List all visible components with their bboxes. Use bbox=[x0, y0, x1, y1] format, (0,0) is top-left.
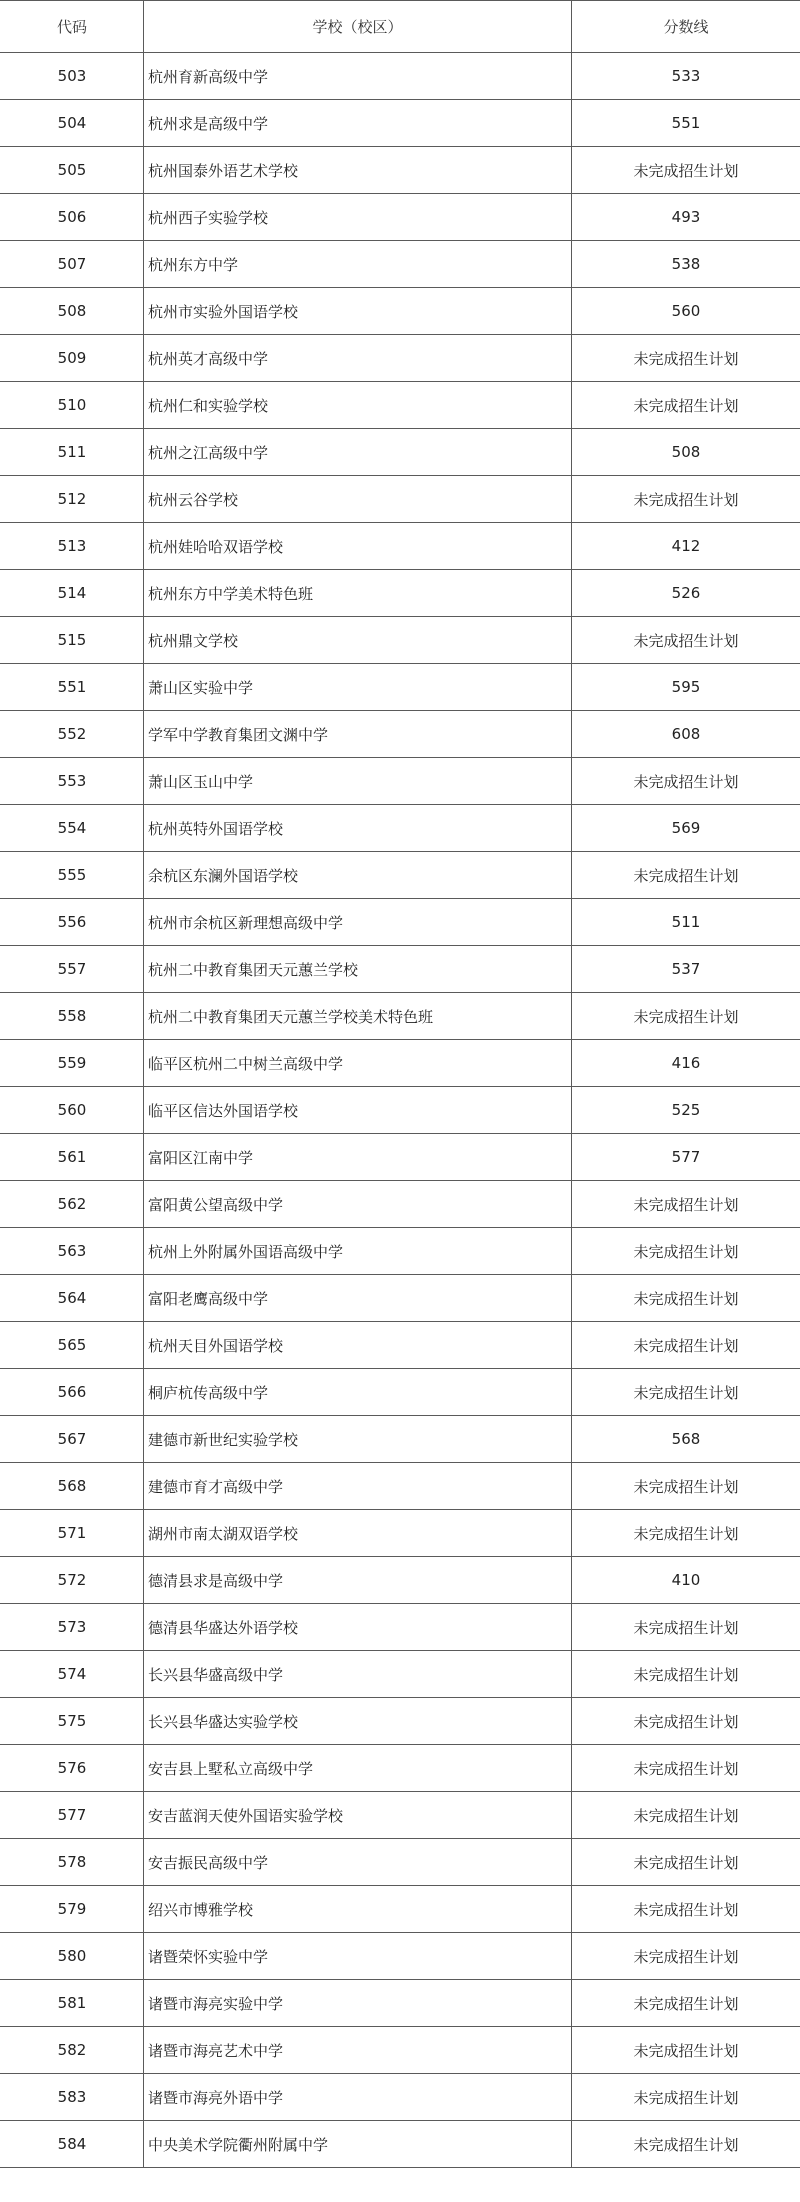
cell-code: 558 bbox=[1, 993, 144, 1040]
cell-code: 552 bbox=[1, 711, 144, 758]
cell-score: 未完成招生计划 bbox=[572, 1228, 800, 1275]
cell-score: 569 bbox=[572, 805, 800, 852]
cell-code: 559 bbox=[1, 1040, 144, 1087]
cell-school: 诸暨市海亮外语中学 bbox=[144, 2074, 572, 2121]
table-row bbox=[1, 852, 800, 899]
cell-code: 505 bbox=[1, 147, 144, 194]
table-row bbox=[1, 1557, 800, 1604]
cell-school: 湖州市南太湖双语学校 bbox=[144, 1510, 572, 1557]
table-row bbox=[1, 1463, 800, 1510]
cell-school: 杭州国泰外语艺术学校 bbox=[144, 147, 572, 194]
cell-score: 未完成招生计划 bbox=[572, 1463, 800, 1510]
table-row bbox=[1, 1369, 800, 1416]
cell-score: 未完成招生计划 bbox=[572, 1980, 800, 2027]
cell-school: 安吉蓝润天使外国语实验学校 bbox=[144, 1792, 572, 1839]
cell-code: 551 bbox=[1, 664, 144, 711]
cell-code: 581 bbox=[1, 1980, 144, 2027]
cell-code: 579 bbox=[1, 1886, 144, 1933]
cell-code: 562 bbox=[1, 1181, 144, 1228]
cell-score: 未完成招生计划 bbox=[572, 1886, 800, 1933]
cell-school: 桐庐杭传高级中学 bbox=[144, 1369, 572, 1416]
cell-code: 584 bbox=[1, 2121, 144, 2168]
table-row bbox=[1, 1604, 800, 1651]
cell-school: 安吉县上墅私立高级中学 bbox=[144, 1745, 572, 1792]
cell-code: 583 bbox=[1, 2074, 144, 2121]
table-row bbox=[1, 664, 800, 711]
cell-score: 508 bbox=[572, 429, 800, 476]
table-row bbox=[1, 1792, 800, 1839]
table-row bbox=[1, 1087, 800, 1134]
cell-code: 578 bbox=[1, 1839, 144, 1886]
cell-school: 杭州上外附属外国语高级中学 bbox=[144, 1228, 572, 1275]
table-row bbox=[1, 758, 800, 805]
table-row bbox=[1, 993, 800, 1040]
cell-school: 长兴县华盛高级中学 bbox=[144, 1651, 572, 1698]
table-row bbox=[1, 288, 800, 335]
cell-score: 未完成招生计划 bbox=[572, 147, 800, 194]
table-row bbox=[1, 1416, 800, 1463]
table-row bbox=[1, 1228, 800, 1275]
cell-code: 557 bbox=[1, 946, 144, 993]
cell-school: 富阳老鹰高级中学 bbox=[144, 1275, 572, 1322]
cell-code: 510 bbox=[1, 382, 144, 429]
cell-code: 576 bbox=[1, 1745, 144, 1792]
table-row bbox=[1, 2027, 800, 2074]
cell-school: 学军中学教育集团文渊中学 bbox=[144, 711, 572, 758]
cell-school: 杭州西子实验学校 bbox=[144, 194, 572, 241]
cell-score: 未完成招生计划 bbox=[572, 1604, 800, 1651]
table-row bbox=[1, 53, 800, 100]
cell-score: 533 bbox=[572, 53, 800, 100]
cell-school: 绍兴市博雅学校 bbox=[144, 1886, 572, 1933]
cell-score: 未完成招生计划 bbox=[572, 1322, 800, 1369]
table-row bbox=[1, 1698, 800, 1745]
cell-score: 568 bbox=[572, 1416, 800, 1463]
cell-code: 555 bbox=[1, 852, 144, 899]
table-row bbox=[1, 711, 800, 758]
table-row bbox=[1, 382, 800, 429]
cell-score: 未完成招生计划 bbox=[572, 2121, 800, 2168]
table-row bbox=[1, 241, 800, 288]
cell-school: 杭州英特外国语学校 bbox=[144, 805, 572, 852]
cell-score: 537 bbox=[572, 946, 800, 993]
cell-score: 未完成招生计划 bbox=[572, 993, 800, 1040]
table-row bbox=[1, 335, 800, 382]
cell-score: 595 bbox=[572, 664, 800, 711]
cell-score: 未完成招生计划 bbox=[572, 1933, 800, 1980]
table-header-row bbox=[1, 1, 800, 53]
cell-school: 中央美术学院衢州附属中学 bbox=[144, 2121, 572, 2168]
cell-code: 514 bbox=[1, 570, 144, 617]
cell-school: 诸暨市海亮实验中学 bbox=[144, 1980, 572, 2027]
cell-school: 长兴县华盛达实验学校 bbox=[144, 1698, 572, 1745]
cell-code: 508 bbox=[1, 288, 144, 335]
cell-code: 563 bbox=[1, 1228, 144, 1275]
cell-school: 德清县求是高级中学 bbox=[144, 1557, 572, 1604]
cell-score: 未完成招生计划 bbox=[572, 2027, 800, 2074]
cell-score: 未完成招生计划 bbox=[572, 1275, 800, 1322]
table-row bbox=[1, 1933, 800, 1980]
table-row bbox=[1, 523, 800, 570]
cell-school: 德清县华盛达外语学校 bbox=[144, 1604, 572, 1651]
cell-school: 杭州鼎文学校 bbox=[144, 617, 572, 664]
cell-score: 526 bbox=[572, 570, 800, 617]
cell-score: 511 bbox=[572, 899, 800, 946]
header-score: 分数线 bbox=[572, 1, 800, 53]
cell-school: 杭州云谷学校 bbox=[144, 476, 572, 523]
cell-score: 未完成招生计划 bbox=[572, 1181, 800, 1228]
cell-code: 515 bbox=[1, 617, 144, 664]
cell-school: 杭州育新高级中学 bbox=[144, 53, 572, 100]
table-row bbox=[1, 1510, 800, 1557]
cell-score: 416 bbox=[572, 1040, 800, 1087]
table-row bbox=[1, 1040, 800, 1087]
cell-school: 富阳区江南中学 bbox=[144, 1134, 572, 1181]
cell-school: 杭州娃哈哈双语学校 bbox=[144, 523, 572, 570]
cell-score: 未完成招生计划 bbox=[572, 1698, 800, 1745]
cell-code: 560 bbox=[1, 1087, 144, 1134]
cell-score: 未完成招生计划 bbox=[572, 1839, 800, 1886]
cell-school: 杭州英才高级中学 bbox=[144, 335, 572, 382]
cell-school: 安吉振民高级中学 bbox=[144, 1839, 572, 1886]
table-row bbox=[1, 147, 800, 194]
cell-code: 568 bbox=[1, 1463, 144, 1510]
cell-score: 未完成招生计划 bbox=[572, 1369, 800, 1416]
table-row bbox=[1, 100, 800, 147]
cell-school: 杭州仁和实验学校 bbox=[144, 382, 572, 429]
cell-code: 573 bbox=[1, 1604, 144, 1651]
table-row bbox=[1, 946, 800, 993]
cell-score: 未完成招生计划 bbox=[572, 476, 800, 523]
cell-school: 建德市新世纪实验学校 bbox=[144, 1416, 572, 1463]
table-row bbox=[1, 1745, 800, 1792]
cell-score: 560 bbox=[572, 288, 800, 335]
table-row bbox=[1, 194, 800, 241]
cell-code: 574 bbox=[1, 1651, 144, 1698]
table-row bbox=[1, 899, 800, 946]
cell-score: 410 bbox=[572, 1557, 800, 1604]
table-row bbox=[1, 1886, 800, 1933]
cell-school: 杭州市实验外国语学校 bbox=[144, 288, 572, 335]
cell-code: 506 bbox=[1, 194, 144, 241]
cell-score: 493 bbox=[572, 194, 800, 241]
cell-score: 未完成招生计划 bbox=[572, 1792, 800, 1839]
cell-code: 503 bbox=[1, 53, 144, 100]
cell-score: 538 bbox=[572, 241, 800, 288]
cell-code: 582 bbox=[1, 2027, 144, 2074]
cell-code: 509 bbox=[1, 335, 144, 382]
cell-code: 571 bbox=[1, 1510, 144, 1557]
cell-school: 杭州之江高级中学 bbox=[144, 429, 572, 476]
cell-code: 577 bbox=[1, 1792, 144, 1839]
cell-score: 577 bbox=[572, 1134, 800, 1181]
cell-code: 556 bbox=[1, 899, 144, 946]
cell-school: 杭州二中教育集团天元蕙兰学校美术特色班 bbox=[144, 993, 572, 1040]
table-row bbox=[1, 570, 800, 617]
table-row bbox=[1, 1134, 800, 1181]
cell-score: 未完成招生计划 bbox=[572, 758, 800, 805]
cell-school: 富阳黄公望高级中学 bbox=[144, 1181, 572, 1228]
cell-score: 未完成招生计划 bbox=[572, 1651, 800, 1698]
cell-code: 512 bbox=[1, 476, 144, 523]
cell-code: 511 bbox=[1, 429, 144, 476]
cell-score: 未完成招生计划 bbox=[572, 1745, 800, 1792]
cell-code: 507 bbox=[1, 241, 144, 288]
cell-school: 杭州求是高级中学 bbox=[144, 100, 572, 147]
table-body bbox=[1, 53, 800, 2168]
cell-code: 567 bbox=[1, 1416, 144, 1463]
cell-score: 未完成招生计划 bbox=[572, 335, 800, 382]
cell-code: 513 bbox=[1, 523, 144, 570]
header-school: 学校（校区） bbox=[144, 1, 572, 53]
cell-score: 未完成招生计划 bbox=[572, 382, 800, 429]
cell-school: 杭州东方中学 bbox=[144, 241, 572, 288]
cell-code: 564 bbox=[1, 1275, 144, 1322]
cell-score: 未完成招生计划 bbox=[572, 852, 800, 899]
cell-school: 临平区信达外国语学校 bbox=[144, 1087, 572, 1134]
table-row bbox=[1, 805, 800, 852]
cell-school: 萧山区实验中学 bbox=[144, 664, 572, 711]
cell-score: 551 bbox=[572, 100, 800, 147]
cell-code: 565 bbox=[1, 1322, 144, 1369]
cell-school: 杭州市余杭区新理想高级中学 bbox=[144, 899, 572, 946]
cell-score: 未完成招生计划 bbox=[572, 617, 800, 664]
cell-school: 余杭区东澜外国语学校 bbox=[144, 852, 572, 899]
cell-score: 608 bbox=[572, 711, 800, 758]
cell-school: 杭州东方中学美术特色班 bbox=[144, 570, 572, 617]
table-row bbox=[1, 429, 800, 476]
cell-code: 580 bbox=[1, 1933, 144, 1980]
table-row bbox=[1, 2121, 800, 2168]
table-row bbox=[1, 1275, 800, 1322]
cell-score: 412 bbox=[572, 523, 800, 570]
cell-school: 诸暨荣怀实验中学 bbox=[144, 1933, 572, 1980]
table-row bbox=[1, 617, 800, 664]
header-code: 代码 bbox=[1, 1, 144, 53]
cell-code: 561 bbox=[1, 1134, 144, 1181]
cell-score: 未完成招生计划 bbox=[572, 2074, 800, 2121]
cell-code: 572 bbox=[1, 1557, 144, 1604]
table-row bbox=[1, 476, 800, 523]
table-row bbox=[1, 1181, 800, 1228]
cell-school: 临平区杭州二中树兰高级中学 bbox=[144, 1040, 572, 1087]
cell-school: 萧山区玉山中学 bbox=[144, 758, 572, 805]
cell-code: 554 bbox=[1, 805, 144, 852]
table-row bbox=[1, 2074, 800, 2121]
table-row bbox=[1, 1322, 800, 1369]
cell-code: 575 bbox=[1, 1698, 144, 1745]
cell-score: 未完成招生计划 bbox=[572, 1510, 800, 1557]
cell-school: 建德市育才高级中学 bbox=[144, 1463, 572, 1510]
table-row bbox=[1, 1980, 800, 2027]
cell-code: 504 bbox=[1, 100, 144, 147]
cell-school: 杭州天目外国语学校 bbox=[144, 1322, 572, 1369]
cell-score: 525 bbox=[572, 1087, 800, 1134]
cell-code: 553 bbox=[1, 758, 144, 805]
cell-code: 566 bbox=[1, 1369, 144, 1416]
cell-school: 诸暨市海亮艺术中学 bbox=[144, 2027, 572, 2074]
table-row bbox=[1, 1839, 800, 1886]
table-row bbox=[1, 1651, 800, 1698]
cell-school: 杭州二中教育集团天元蕙兰学校 bbox=[144, 946, 572, 993]
